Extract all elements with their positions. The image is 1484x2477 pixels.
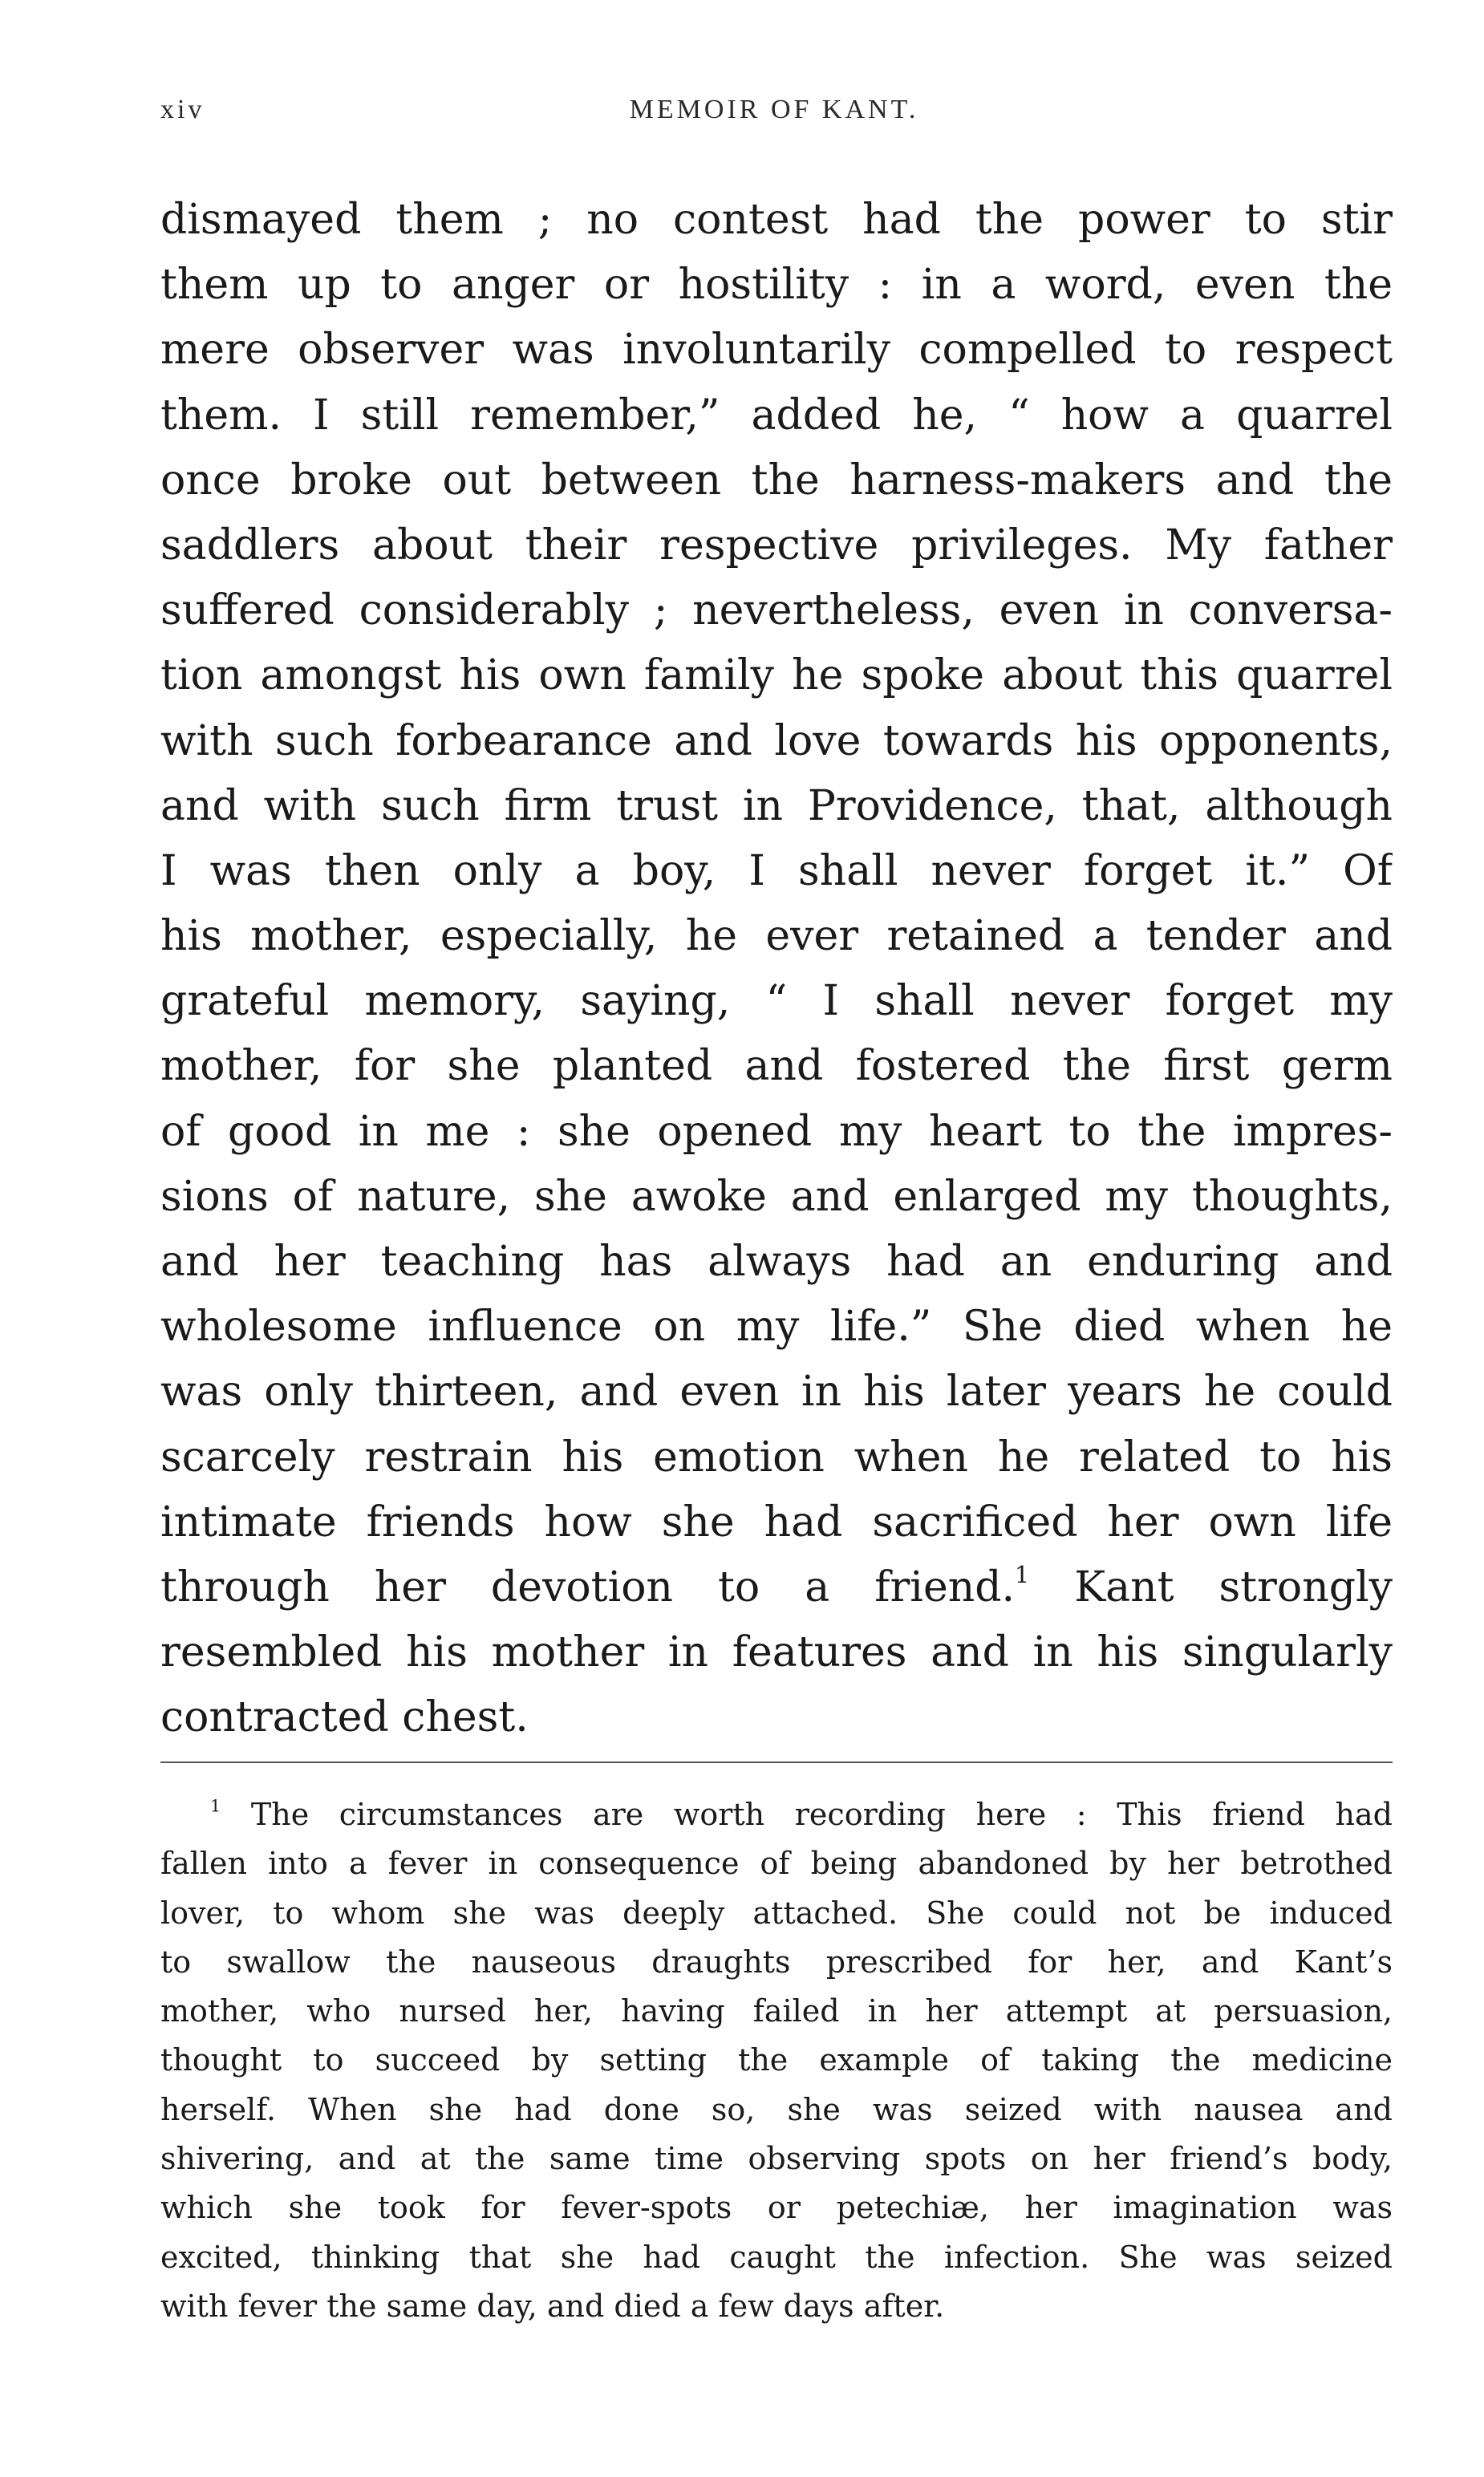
text-line: I was then only a boy, I shall never forget it.” Of (160, 846, 1393, 895)
text-line: sions of nature, she awoke and enlarged my thoughts, (160, 1172, 1393, 1221)
page-number: xiv (160, 95, 205, 124)
footnote-line: mother, who nursed her, having failed in her attempt at persuasion, (160, 1993, 1393, 2029)
text-line: intimate friends how she had sacrificed her own life (160, 1498, 1393, 1547)
text-line: resembled his mother in features and in his singularly (160, 1628, 1393, 1677)
main-text (160, 188, 1393, 1751)
text-line: mere observer was involuntarily compelled to respect (160, 326, 1393, 375)
footnote-line: lover, to whom she was deeply attached. She could not be induced (160, 1895, 1393, 1931)
running-title: MEMOIR OF KANT. (629, 95, 919, 124)
footnote (160, 1790, 1393, 2331)
footnote-line: which she took for fever-spots or petechiæ, her imagination was (160, 2190, 1393, 2226)
footnote-line (160, 1790, 1393, 1839)
footnote-line: shivering, and at the same time observing spots on her friend’s body, (160, 2141, 1393, 2177)
footnote-line: with fever the same day, and died a few days after. (160, 2288, 945, 2324)
text-fragment: through her devotion to a friend. (160, 1563, 1016, 1611)
footnote-reference: 1 (1015, 1561, 1030, 1589)
footnote-text: The circumstances are worth recording here : This friend had (221, 1797, 1393, 1832)
text-line: was only thirteen, and even in his later years he could (160, 1368, 1393, 1417)
text-line: of good in me : she opened my heart to the impres- (160, 1107, 1393, 1156)
text-line: scarcely restrain his emotion when he related to his (160, 1433, 1393, 1482)
footnote-line: excited, thinking that she had caught the infection. She was seized (160, 2239, 1393, 2275)
text-line: mother, for she planted and fostered the first germ (160, 1042, 1393, 1091)
footnote-rule (160, 1761, 1393, 1763)
text-line: suffered considerably ; nevertheless, even in conversa- (160, 586, 1393, 635)
text-line: and her teaching has always had an enduring and (160, 1238, 1393, 1286)
text-line: grateful memory, saying, “ I shall never forget my (160, 977, 1393, 1026)
running-head (160, 95, 1388, 143)
text-line: with such forbearance and love towards his opponents, (160, 716, 1393, 765)
text-line: his mother, especially, he ever retained a tender and (160, 912, 1393, 961)
text-line: them up to anger or hostility : in a word, even the (160, 261, 1393, 310)
text-fragment: Kant strongly (1029, 1563, 1393, 1611)
footnote-marker: 1 (210, 1796, 221, 1816)
footnote-line: thought to succeed by setting the example of taking the medicine (160, 2042, 1393, 2078)
text-line: wholesome influence on my life.” She died when he (160, 1303, 1393, 1352)
text-line: them. I still remember,” added he, “ how a quarrel (160, 391, 1393, 440)
text-line: tion amongst his own family he spoke about this quarrel (160, 651, 1393, 700)
text-line-with-note (160, 1555, 1393, 1620)
footnote-line: fallen into a fever in consequence of being abandoned by her betrothed (160, 1846, 1393, 1882)
text-line: dismayed them ; no contest had the power to stir (160, 196, 1393, 244)
text-line: and with such firm trust in Providence, that, although (160, 781, 1393, 830)
text-line: once broke out between the harness-makers and the (160, 456, 1393, 505)
footnote-line: to swallow the nauseous draughts prescribed for her, and Kant’s (160, 1944, 1393, 1980)
text-line: contracted chest. (160, 1693, 529, 1742)
footnote-line: herself. When she had done so, she was seized with nausea and (160, 2091, 1393, 2127)
text-line: saddlers about their respective privileges. My father (160, 521, 1393, 570)
